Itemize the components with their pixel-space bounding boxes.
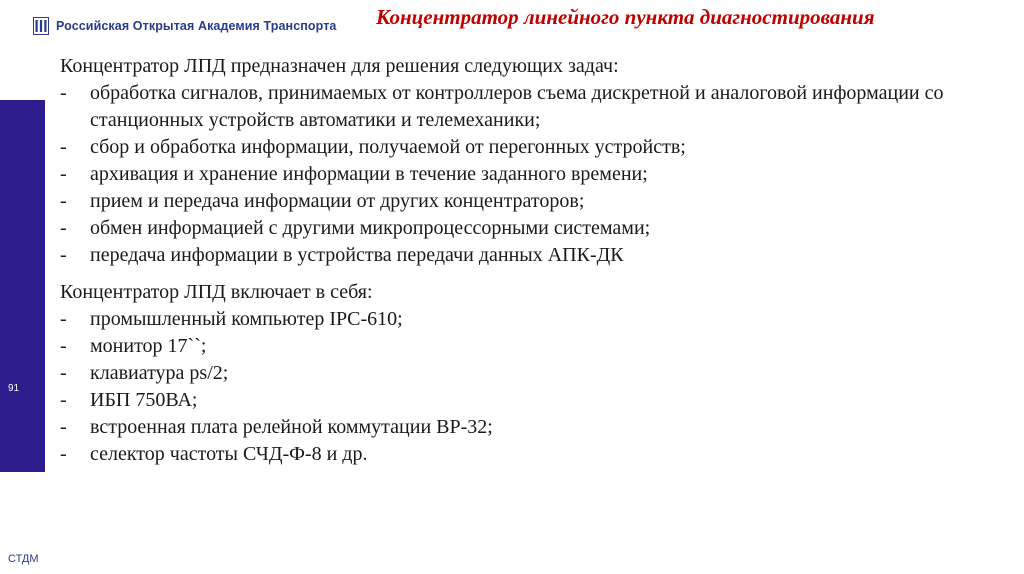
task-text: архивация и хранение информации в течение заданного времени;: [90, 163, 648, 185]
dash-bullet: -: [60, 389, 67, 411]
dash-bullet: -: [60, 362, 67, 384]
dash-bullet: -: [60, 308, 67, 330]
dash-bullet: -: [60, 244, 67, 266]
dash-bullet: -: [60, 136, 67, 158]
components-list: [60, 306, 1020, 468]
component-text: встроенная плата релейной коммутации ВР-32;: [90, 416, 493, 438]
academy-logo-icon: [33, 17, 49, 35]
task-text: передача информации в устройства передачи данных АПК-ДК: [90, 244, 624, 266]
components-intro: Концентратор ЛПД включает в себя:: [60, 281, 373, 303]
dash-bullet: -: [60, 217, 67, 239]
slide-title: Концентратор линейного пункта диагностирования: [376, 5, 875, 29]
list-item: [60, 306, 1020, 333]
task-text: сбор и обработка информации, получаемой от перегонных устройств;: [90, 136, 686, 158]
list-item: [60, 188, 1020, 215]
task-text: прием и передача информации от других концентраторов;: [90, 190, 585, 212]
list-item: [60, 134, 1020, 161]
side-bar: [0, 100, 45, 472]
dash-bullet: -: [60, 335, 67, 357]
component-text: промышленный компьютер IPC-610;: [90, 308, 403, 330]
component-text: монитор 17``;: [90, 335, 207, 357]
list-item: [60, 80, 1020, 134]
component-text: селектор частоты СЧД-Ф-8 и др.: [90, 443, 368, 465]
page-number: 91: [8, 383, 20, 394]
dash-bullet: -: [60, 190, 67, 212]
task-text: обмен информацией с другими микропроцессорными системами;: [90, 217, 651, 239]
list-item: [60, 360, 1020, 387]
dash-bullet: -: [60, 443, 67, 465]
dash-bullet: -: [60, 416, 67, 438]
list-item: [60, 242, 1020, 269]
footer-label: СТДМ: [8, 553, 39, 565]
tasks-list: [60, 80, 1020, 269]
list-item: [60, 414, 1020, 441]
list-item: [60, 387, 1020, 414]
list-item: [60, 441, 1020, 468]
dash-bullet: -: [60, 82, 67, 104]
dash-bullet: -: [60, 163, 67, 185]
component-text: клавиатура ps/2;: [90, 362, 229, 384]
slide-body: [60, 53, 1020, 468]
academy-name: Российская Открытая Академия Транспорта: [56, 19, 337, 33]
list-item: [60, 333, 1020, 360]
task-text: обработка сигналов, принимаемых от контроллеров съема дискретной и аналоговой информации со станционных устройств автоматики и телемеханики;: [90, 82, 944, 131]
list-item: [60, 215, 1020, 242]
tasks-intro: Концентратор ЛПД предназначен для решения следующих задач:: [60, 55, 619, 77]
list-item: [60, 161, 1020, 188]
component-text: ИБП 750ВА;: [90, 389, 198, 411]
academy-logo: [33, 17, 336, 35]
